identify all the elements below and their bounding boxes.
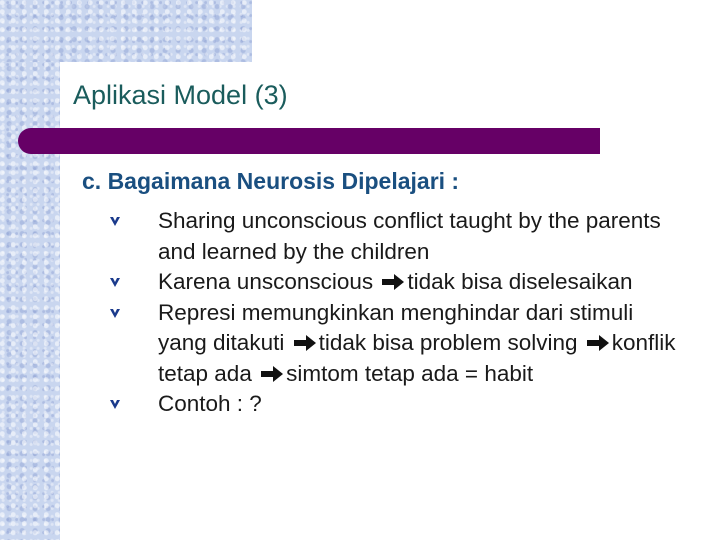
bullet-item-karena bbox=[108, 267, 688, 298]
bullet-text: simtom tetap ada = habit bbox=[286, 360, 534, 386]
bullet-text: Sharing unconscious conflict taught by the parents and learned by the children bbox=[158, 208, 661, 264]
right-arrow-icon bbox=[586, 334, 610, 352]
bullet-list bbox=[108, 206, 688, 420]
bullet-text: tidak bisa diselesaikan bbox=[407, 269, 633, 294]
bullet-text: konflik tetap ada bbox=[158, 330, 676, 386]
checkmark-diamond-bullet-icon bbox=[108, 397, 122, 411]
right-arrow-icon bbox=[260, 365, 284, 383]
right-arrow-icon bbox=[293, 334, 317, 352]
bullet-item-sharing bbox=[108, 206, 688, 267]
checkmark-diamond-bullet-icon bbox=[108, 275, 122, 289]
bullet-text: tidak bisa problem solving bbox=[318, 330, 584, 355]
bullet-text: Contoh : ? bbox=[158, 391, 262, 416]
slide-title: Aplikasi Model (3) bbox=[73, 80, 288, 110]
section-heading: c. Bagaimana Neurosis Dipelajari : bbox=[82, 168, 460, 194]
bullet-text: Karena unsconscious bbox=[158, 269, 380, 294]
checkmark-diamond-bullet-icon bbox=[108, 214, 122, 228]
bullet-item-contoh bbox=[108, 389, 688, 420]
title-underline-bar bbox=[18, 128, 600, 154]
bullet-item-represi bbox=[108, 298, 688, 390]
right-arrow-icon bbox=[381, 273, 405, 291]
background-texture-top bbox=[0, 0, 252, 62]
bullet-text: Represi memungkinkan menghindar dari stimuli yang ditakuti bbox=[158, 299, 634, 355]
checkmark-diamond-bullet-icon bbox=[108, 306, 122, 320]
